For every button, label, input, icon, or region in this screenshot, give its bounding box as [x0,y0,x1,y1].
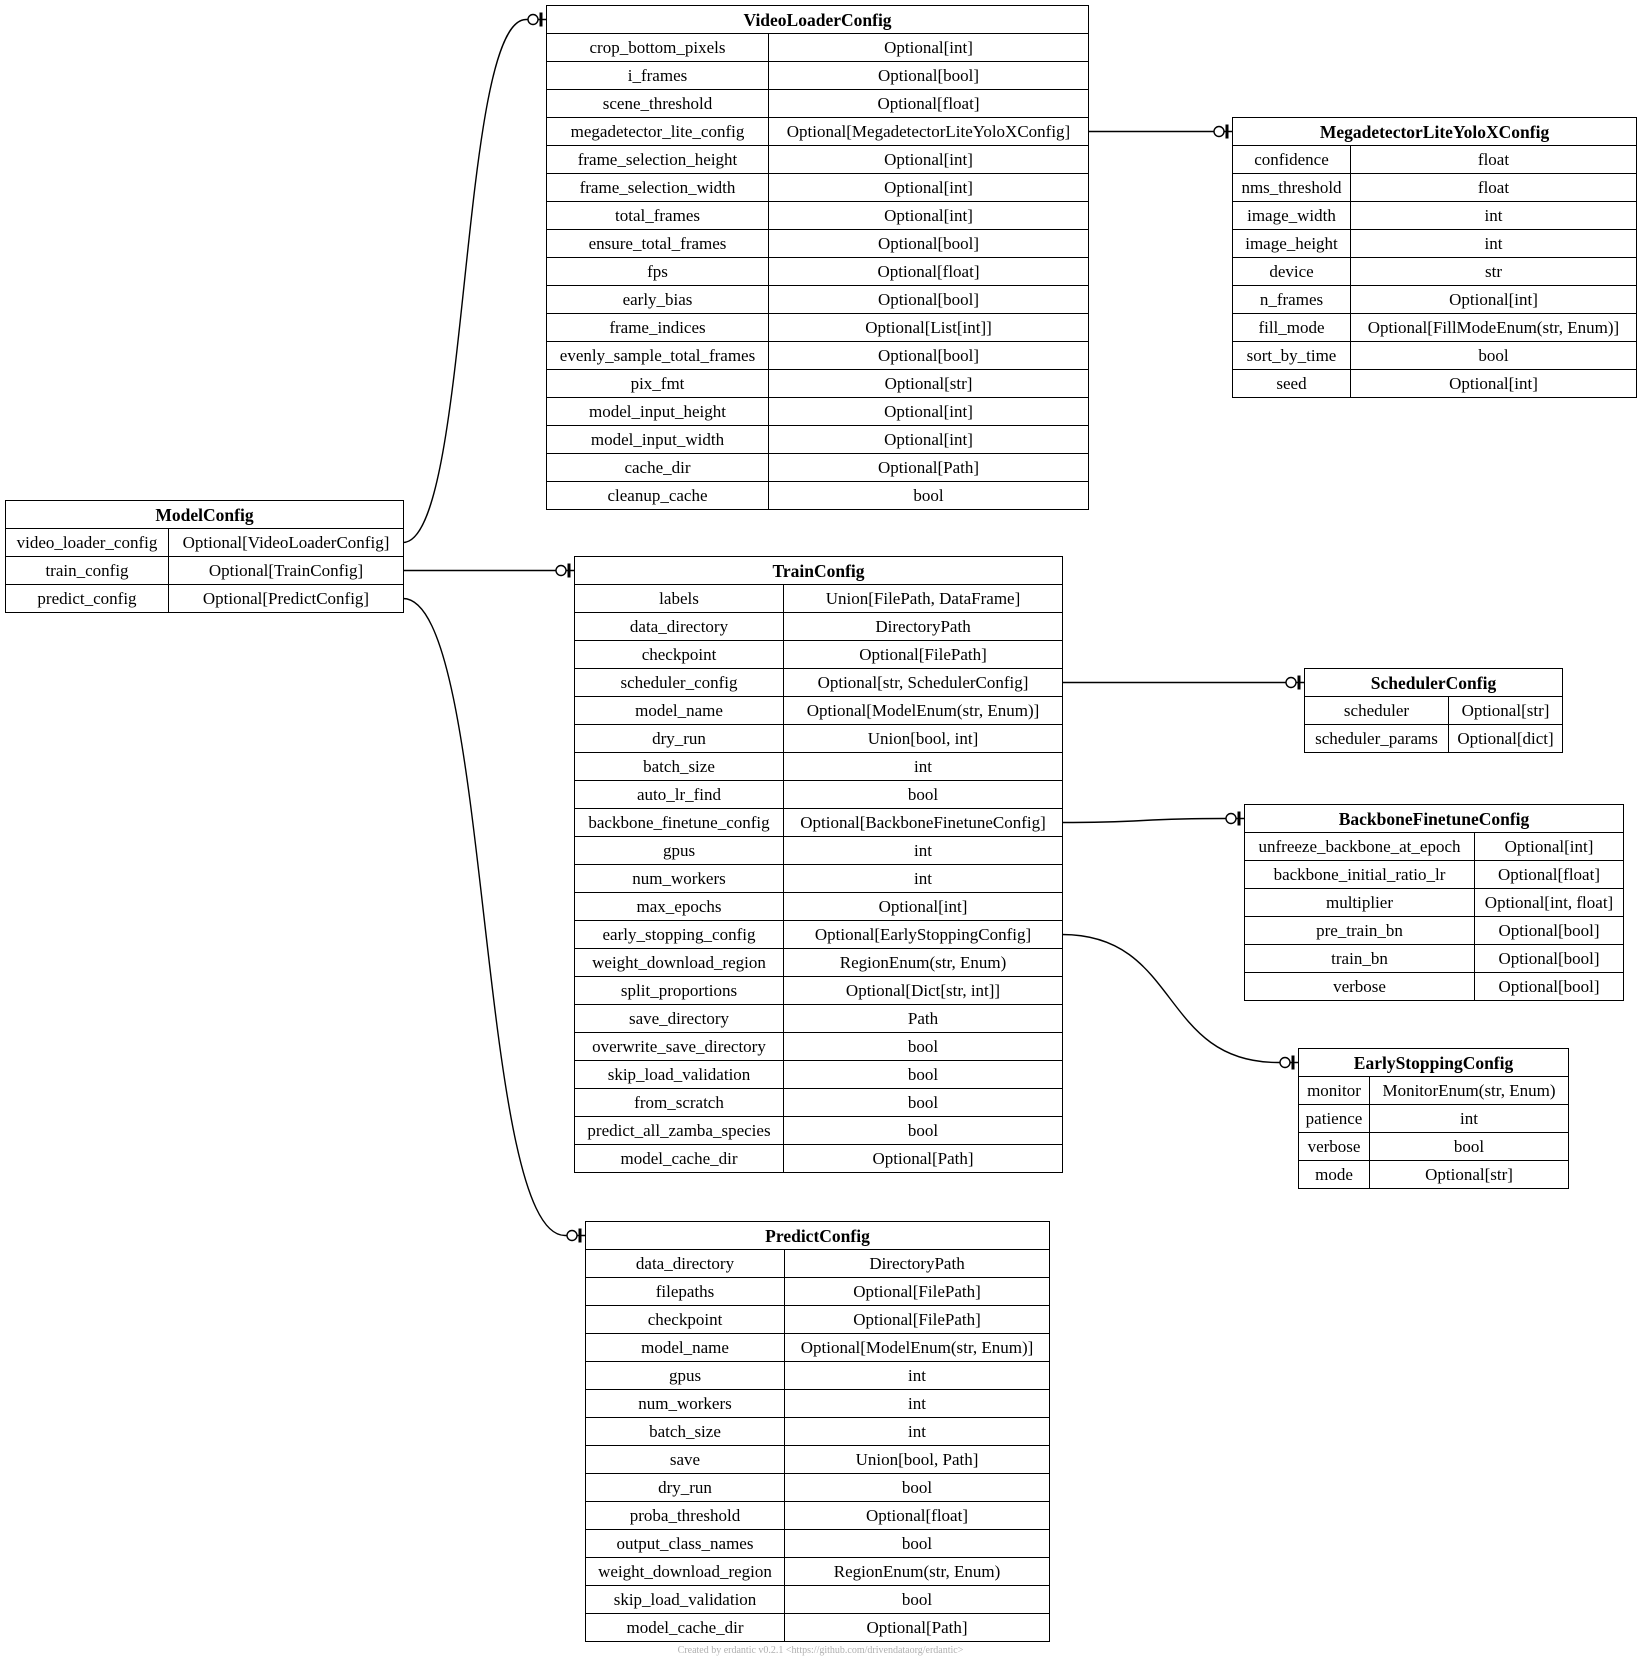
field-name: pix_fmt [547,370,769,398]
field-type: Optional[Path] [785,1614,1050,1642]
field-type: Optional[int] [1351,286,1637,314]
field-name: weight_download_region [575,949,784,977]
field-name: checkpoint [575,641,784,669]
field-row-auto-lr-find [575,781,1063,809]
field-row-frame-indices [547,314,1089,342]
field-type: bool [785,1586,1050,1614]
field-type: bool [784,1117,1063,1145]
field-row-skip-load-validation [575,1061,1063,1089]
field-type: Optional[VideoLoaderConfig] [169,529,404,557]
field-row-early-bias [547,286,1089,314]
field-type: bool [784,781,1063,809]
field-row-predict-all-zamba-species [575,1117,1063,1145]
field-name: overwrite_save_directory [575,1033,784,1061]
field-row-skip-load-validation [586,1586,1050,1614]
field-type: Optional[bool] [769,342,1089,370]
field-name: from_scratch [575,1089,784,1117]
field-name: sort_by_time [1233,342,1351,370]
field-type: Optional[EarlyStoppingConfig] [784,921,1063,949]
field-row-train-bn [1245,945,1624,973]
field-name: fill_mode [1233,314,1351,342]
field-row-train-config [6,557,404,585]
field-row-filepaths [586,1278,1050,1306]
field-row-mode [1299,1161,1569,1189]
field-row-nms-threshold [1233,174,1637,202]
field-row-n-frames [1233,286,1637,314]
field-name: model_name [586,1334,785,1362]
field-row-gpus [575,837,1063,865]
field-name: backbone_initial_ratio_lr [1245,861,1475,889]
field-type: Optional[int, float] [1475,889,1624,917]
field-name: i_frames [547,62,769,90]
field-type: Optional[ModelEnum(str, Enum)] [785,1334,1050,1362]
field-name: labels [575,585,784,613]
field-name: nms_threshold [1233,174,1351,202]
field-type: int [1351,202,1637,230]
field-name: frame_indices [547,314,769,342]
field-name: scheduler_params [1305,725,1449,753]
field-row-weight-download-region [575,949,1063,977]
field-row-pix-fmt [547,370,1089,398]
field-row-video-loader-config [6,529,404,557]
field-row-cleanup-cache [547,482,1089,510]
field-type: Optional[bool] [1475,973,1624,1001]
field-name: batch_size [586,1418,785,1446]
field-type: Optional[str] [769,370,1089,398]
entity-title: MegadetectorLiteYoloXConfig [1233,118,1637,146]
field-name: dry_run [586,1474,785,1502]
zero-cardinality-marker [1226,814,1236,824]
field-row-data-directory [575,613,1063,641]
field-row-frame-selection-width [547,174,1089,202]
field-row-proba-threshold [586,1502,1050,1530]
zero-cardinality-marker [556,566,566,576]
field-name: num_workers [575,865,784,893]
entity-title: PredictConfig [586,1222,1050,1250]
field-name: total_frames [547,202,769,230]
field-row-verbose [1245,973,1624,1001]
field-type: Optional[FilePath] [785,1306,1050,1334]
field-name: data_directory [586,1250,785,1278]
field-name: early_stopping_config [575,921,784,949]
field-type: Optional[float] [785,1502,1050,1530]
field-row-cache-dir [547,454,1089,482]
field-name: frame_selection_width [547,174,769,202]
field-row-save [586,1446,1050,1474]
field-type: Optional[int] [1475,833,1624,861]
field-name: data_directory [575,613,784,641]
field-type: Path [784,1005,1063,1033]
field-row-predict-config [6,585,404,613]
field-name: predict_all_zamba_species [575,1117,784,1145]
field-row-frame-selection-height [547,146,1089,174]
field-name: early_bias [547,286,769,314]
field-type: Optional[ModelEnum(str, Enum)] [784,697,1063,725]
field-type: Optional[List[int]] [769,314,1089,342]
field-type: Optional[dict] [1449,725,1563,753]
field-type: int [785,1390,1050,1418]
field-row-scene-threshold [547,90,1089,118]
field-name: auto_lr_find [575,781,784,809]
field-type: Optional[int] [1351,370,1637,398]
field-type: Optional[PredictConfig] [169,585,404,613]
field-name: num_workers [586,1390,785,1418]
field-type: bool [1351,342,1637,370]
field-row-image-height [1233,230,1637,258]
field-name: cleanup_cache [547,482,769,510]
field-name: backbone_finetune_config [575,809,784,837]
field-name: scheduler_config [575,669,784,697]
field-name: seed [1233,370,1351,398]
entity-predict-config [585,1221,1049,1642]
field-type: Optional[int] [769,34,1089,62]
field-type: float [1351,174,1637,202]
field-row-i-frames [547,62,1089,90]
field-name: model_name [575,697,784,725]
field-row-backbone-initial-ratio-lr [1245,861,1624,889]
relationship-line-backbone-finetune-config [1062,819,1224,823]
field-type: Union[FilePath, DataFrame] [784,585,1063,613]
field-name: fps [547,258,769,286]
field-row-num-workers [586,1390,1050,1418]
field-row-fill-mode [1233,314,1637,342]
field-type: Optional[float] [1475,861,1624,889]
field-row-model-cache-dir [586,1614,1050,1642]
field-name: image_width [1233,202,1351,230]
field-row-checkpoint [586,1306,1050,1334]
field-name: proba_threshold [586,1502,785,1530]
field-name: output_class_names [586,1530,785,1558]
field-type: Optional[float] [769,258,1089,286]
entity-scheduler-config [1304,668,1562,753]
field-row-scheduler-config [575,669,1063,697]
field-name: mode [1299,1161,1370,1189]
field-type: Optional[float] [769,90,1089,118]
field-row-model-name [575,697,1063,725]
field-type: Optional[bool] [769,62,1089,90]
field-type: Union[bool, int] [784,725,1063,753]
field-name: megadetector_lite_config [547,118,769,146]
field-name: model_cache_dir [586,1614,785,1642]
field-row-confidence [1233,146,1637,174]
field-type: DirectoryPath [785,1250,1050,1278]
field-name: weight_download_region [586,1558,785,1586]
field-name: n_frames [1233,286,1351,314]
field-row-verbose [1299,1133,1569,1161]
field-name: train_bn [1245,945,1475,973]
field-row-monitor [1299,1077,1569,1105]
field-type: Union[bool, Path] [785,1446,1050,1474]
field-row-patience [1299,1105,1569,1133]
field-type: Optional[MegadetectorLiteYoloXConfig] [769,118,1089,146]
field-type: bool [784,1089,1063,1117]
field-row-overwrite-save-directory [575,1033,1063,1061]
field-row-model-input-height [547,398,1089,426]
field-row-device [1233,258,1637,286]
field-type: bool [784,1033,1063,1061]
field-type: RegionEnum(str, Enum) [785,1558,1050,1586]
field-row-fps [547,258,1089,286]
field-type: Optional[Path] [769,454,1089,482]
field-type: bool [785,1474,1050,1502]
field-row-max-epochs [575,893,1063,921]
field-type: Optional[bool] [769,230,1089,258]
field-type: Optional[str] [1449,697,1563,725]
field-row-unfreeze-backbone-at-epoch [1245,833,1624,861]
entity-video-loader-config [546,5,1088,510]
field-name: video_loader_config [6,529,169,557]
field-type: Optional[Path] [784,1145,1063,1173]
field-name: skip_load_validation [586,1586,785,1614]
field-type: Optional[str] [1370,1161,1569,1189]
field-row-crop-bottom-pixels [547,34,1089,62]
field-row-model-input-width [547,426,1089,454]
field-name: max_epochs [575,893,784,921]
field-row-save-directory [575,1005,1063,1033]
relationship-line-predict-config [403,599,565,1236]
field-type: DirectoryPath [784,613,1063,641]
entity-title: BackboneFinetuneConfig [1245,805,1624,833]
field-type: Optional[str, SchedulerConfig] [784,669,1063,697]
field-row-model-cache-dir [575,1145,1063,1173]
field-name: batch_size [575,753,784,781]
field-row-from-scratch [575,1089,1063,1117]
field-name: ensure_total_frames [547,230,769,258]
field-row-weight-download-region [586,1558,1050,1586]
field-row-num-workers [575,865,1063,893]
field-row-megadetector-lite-config [547,118,1089,146]
entity-title: TrainConfig [575,557,1063,585]
zero-cardinality-marker [567,1231,577,1241]
field-type: int [785,1418,1050,1446]
field-name: scheduler [1305,697,1449,725]
field-name: confidence [1233,146,1351,174]
field-type: Optional[int] [769,174,1089,202]
field-type: int [1370,1105,1569,1133]
field-name: dry_run [575,725,784,753]
field-type: Optional[BackboneFinetuneConfig] [784,809,1063,837]
field-row-gpus [586,1362,1050,1390]
field-name: device [1233,258,1351,286]
field-type: bool [1370,1133,1569,1161]
field-name: model_input_height [547,398,769,426]
field-row-ensure-total-frames [547,230,1089,258]
field-row-labels [575,585,1063,613]
field-name: predict_config [6,585,169,613]
field-type: int [1351,230,1637,258]
credit-footer: Created by erdantic v0.2.1 <https://github.com/drivendataorg/erdantic> [677,1645,964,1656]
field-type: int [784,837,1063,865]
entity-backbone-finetune-config [1244,804,1623,1001]
field-type: Optional[int] [769,146,1089,174]
field-name: model_cache_dir [575,1145,784,1173]
field-type: Optional[FillModeEnum(str, Enum)] [1351,314,1637,342]
field-name: verbose [1245,973,1475,1001]
entity-train-config [574,556,1062,1173]
field-row-pre-train-bn [1245,917,1624,945]
field-name: monitor [1299,1077,1370,1105]
field-name: evenly_sample_total_frames [547,342,769,370]
field-type: Optional[bool] [1475,945,1624,973]
field-type: int [784,753,1063,781]
field-name: image_height [1233,230,1351,258]
entity-early-stopping-config [1298,1048,1568,1189]
field-name: cache_dir [547,454,769,482]
field-row-sort-by-time [1233,342,1637,370]
field-type: Optional[int] [769,398,1089,426]
field-type: Optional[TrainConfig] [169,557,404,585]
zero-cardinality-marker [1280,1058,1290,1068]
field-name: patience [1299,1105,1370,1133]
field-row-evenly-sample-total-frames [547,342,1089,370]
field-name: unfreeze_backbone_at_epoch [1245,833,1475,861]
field-type: RegionEnum(str, Enum) [784,949,1063,977]
entity-model-config [5,500,403,613]
field-type: int [785,1362,1050,1390]
entity-title: SchedulerConfig [1305,669,1563,697]
field-row-dry-run [586,1474,1050,1502]
field-type: int [784,865,1063,893]
field-row-backbone-finetune-config [575,809,1063,837]
field-name: filepaths [586,1278,785,1306]
field-row-batch-size [586,1418,1050,1446]
field-name: split_proportions [575,977,784,1005]
field-type: bool [769,482,1089,510]
field-type: Optional[Dict[str, int]] [784,977,1063,1005]
field-type: Optional[FilePath] [784,641,1063,669]
field-name: frame_selection_height [547,146,769,174]
field-name: save [586,1446,785,1474]
field-row-early-stopping-config [575,921,1063,949]
field-row-output-class-names [586,1530,1050,1558]
field-row-scheduler-params [1305,725,1563,753]
field-type: Optional[int] [769,202,1089,230]
field-type: bool [784,1061,1063,1089]
entity-title: VideoLoaderConfig [547,6,1089,34]
field-type: Optional[int] [769,426,1089,454]
field-type: Optional[bool] [769,286,1089,314]
field-name: save_directory [575,1005,784,1033]
field-name: multiplier [1245,889,1475,917]
field-type: bool [785,1530,1050,1558]
field-name: model_input_width [547,426,769,454]
field-row-image-width [1233,202,1637,230]
entity-megadetector-lite-yolox-config [1232,117,1636,398]
field-row-dry-run [575,725,1063,753]
field-type: Optional[FilePath] [785,1278,1050,1306]
field-name: gpus [575,837,784,865]
field-row-multiplier [1245,889,1624,917]
field-type: Optional[bool] [1475,917,1624,945]
field-type: MonitorEnum(str, Enum) [1370,1077,1569,1105]
field-name: checkpoint [586,1306,785,1334]
zero-cardinality-marker [528,15,538,25]
field-name: train_config [6,557,169,585]
field-row-model-name [586,1334,1050,1362]
zero-cardinality-marker [1214,127,1224,137]
field-type: float [1351,146,1637,174]
field-row-total-frames [547,202,1089,230]
field-name: gpus [586,1362,785,1390]
entity-title: ModelConfig [6,501,404,529]
field-row-batch-size [575,753,1063,781]
field-type: str [1351,258,1637,286]
field-name: scene_threshold [547,90,769,118]
field-name: skip_load_validation [575,1061,784,1089]
field-row-scheduler [1305,697,1563,725]
zero-cardinality-marker [1286,678,1296,688]
field-name: pre_train_bn [1245,917,1475,945]
field-name: verbose [1299,1133,1370,1161]
field-type: Optional[int] [784,893,1063,921]
entity-title: EarlyStoppingConfig [1299,1049,1569,1077]
relationship-line-video-loader-config [403,20,526,543]
field-row-split-proportions [575,977,1063,1005]
field-row-data-directory [586,1250,1050,1278]
field-name: crop_bottom_pixels [547,34,769,62]
field-row-checkpoint [575,641,1063,669]
field-row-seed [1233,370,1637,398]
